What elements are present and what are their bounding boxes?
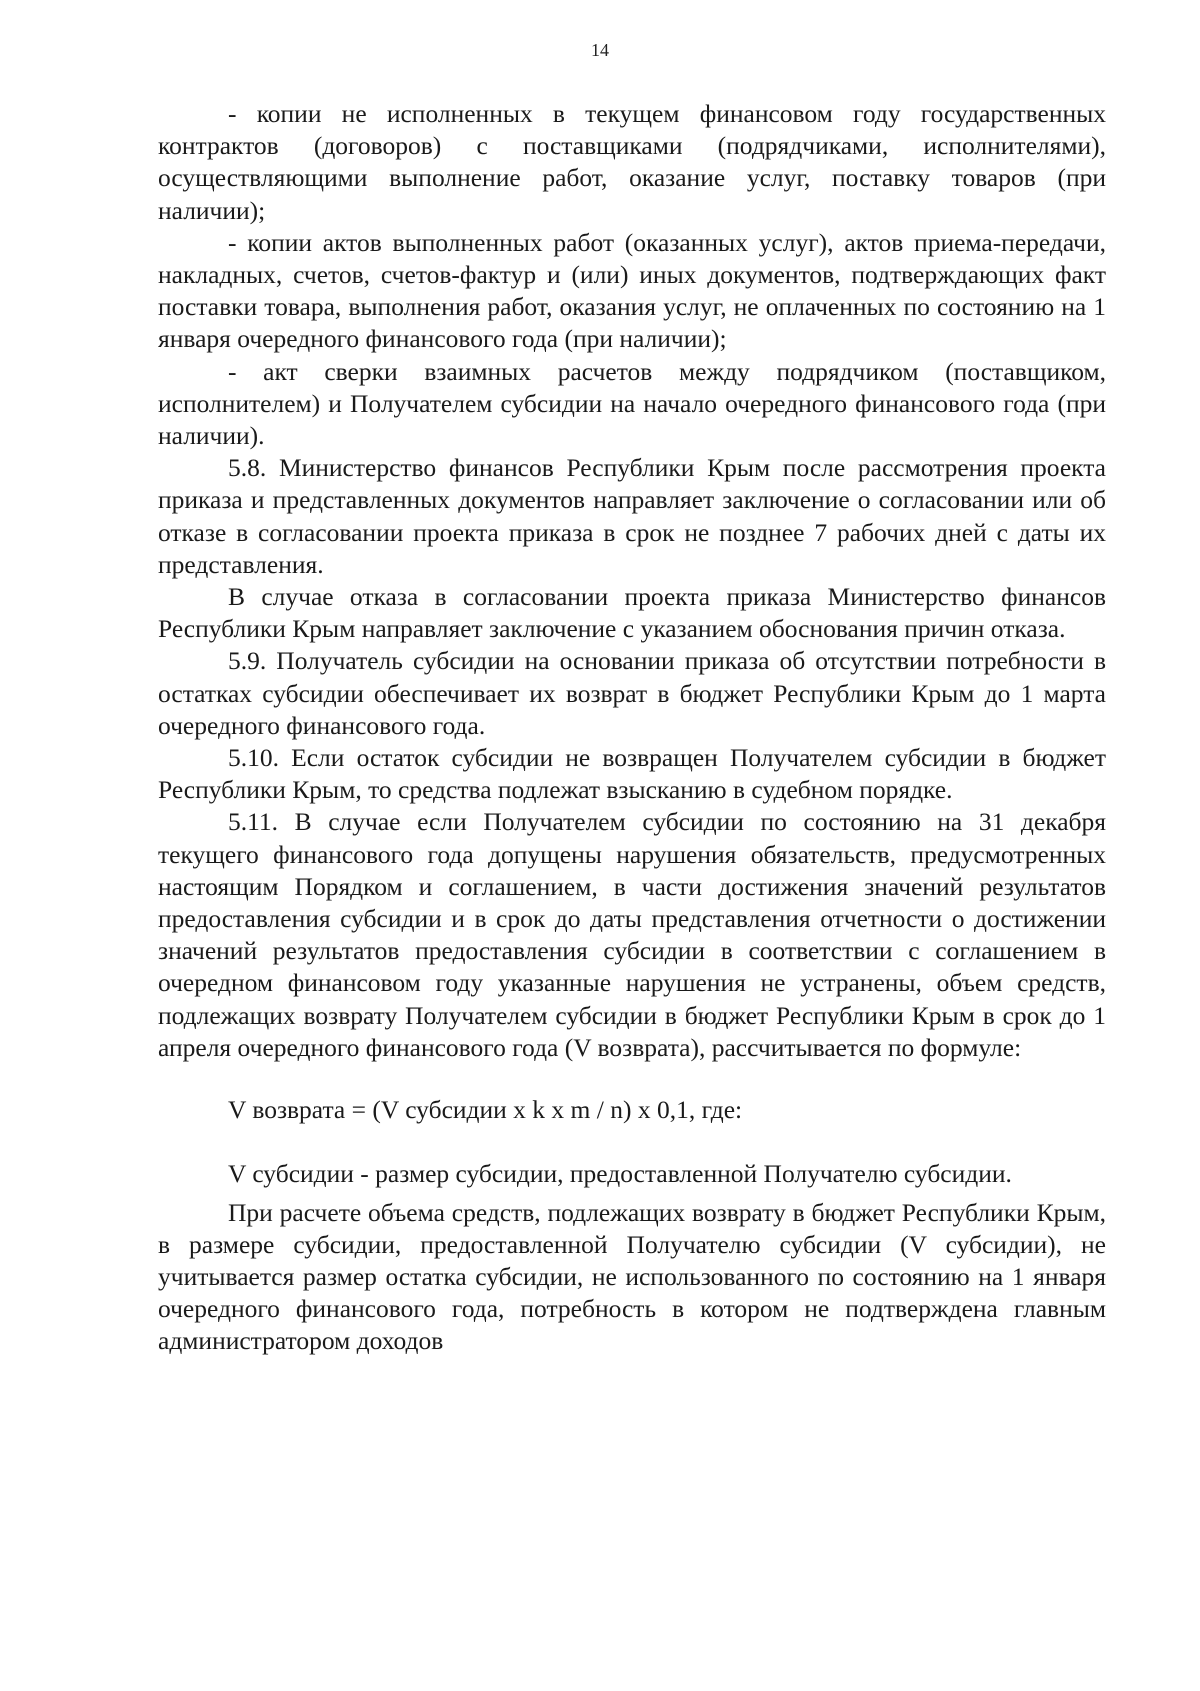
paragraph-v-subsidy-definition: V субсидии - размер субсидии, предоставленной Получателю субсидии.: [228, 1159, 1012, 1189]
paragraph-refusal: В случае отказа в согласовании проекта приказа Министерство финансов Республики Крым направляет заключение с указанием обоснования причин отказа.: [158, 582, 1106, 644]
paragraph-5-9: 5.9. Получатель субсидии на основании приказа об отсутствии потребности в остатках субсидии обеспечивает их возврат в бюджет Республики Крым до 1 марта очередного финансового года.: [158, 646, 1106, 740]
paragraph-5-8: 5.8. Министерство финансов Республики Крым после рассмотрения проекта приказа и представленных документов направляет заключение о согласовании или об отказе в согласовании проекта приказа в срок не позднее 7 рабочих дней с даты их представления.: [158, 453, 1106, 579]
paragraph-reconciliation-act: - акт сверки взаимных расчетов между подрядчиком (поставщиком, исполнителем) и Получателем субсидии на начало очередного финансового года (при наличии).: [158, 356, 1106, 451]
document-body: [158, 98, 1106, 1358]
paragraph-calculation-note: При расчете объема средств, подлежащих возврату в бюджет Республики Крым, в размере субсидии, предоставленной Получателю субсидии (V субсидии), не учитывается размер остатка субсидии, не использованного по состоянию на 1 января очередного финансового года, потребность в котором не подтверждена главным администратором доходов: [158, 1197, 1106, 1356]
paragraph-contract-copies: - копии не исполненных в текущем финансовом году государственных контрактов (договоров) с поставщиками (подрядчиками, исполнителями), осуществляющими выполнение работ, оказание услуг, поставку товаров (при наличии);: [158, 99, 1106, 225]
page-number: 14: [591, 40, 609, 60]
formula-line: V возврата = (V субсидии x k x m / n) x 0,1, где:: [228, 1095, 743, 1125]
paragraph-acts-copies: - копии актов выполненных работ (оказанных услуг), актов приема-передачи, накладных, счетов, счетов-фактур и (или) иных документов, подтверждающих факт поставки товара, выполнения работ, оказания услуг, не оплаченных по состоянию на 1 января очередного финансового года (при наличии);: [158, 227, 1106, 354]
paragraph-5-11: 5.11. В случае если Получателем субсидии по состоянию на 31 декабря текущего финансового года допущены нарушения обязательств, предусмотренных настоящим Порядком и соглашением, в части достижения значений результатов предоставления субсидии и в срок до даты представления отчетности о достижении значений результатов предоставления субсидии в соответствии с соглашением в очередном финансовом году указанные нарушения не устранены, объем средств, подлежащих возврату Получателем субсидии в бюджет Республики Крым в срок до 1 апреля очередного финансового года (V возврата), рассчитывается по формуле:: [158, 807, 1106, 1062]
paragraph-5-10: 5.10. Если остаток субсидии не возвращен Получателем субсидии в бюджет Республики Крым, то средства подлежат взысканию в судебном порядке.: [158, 743, 1106, 805]
